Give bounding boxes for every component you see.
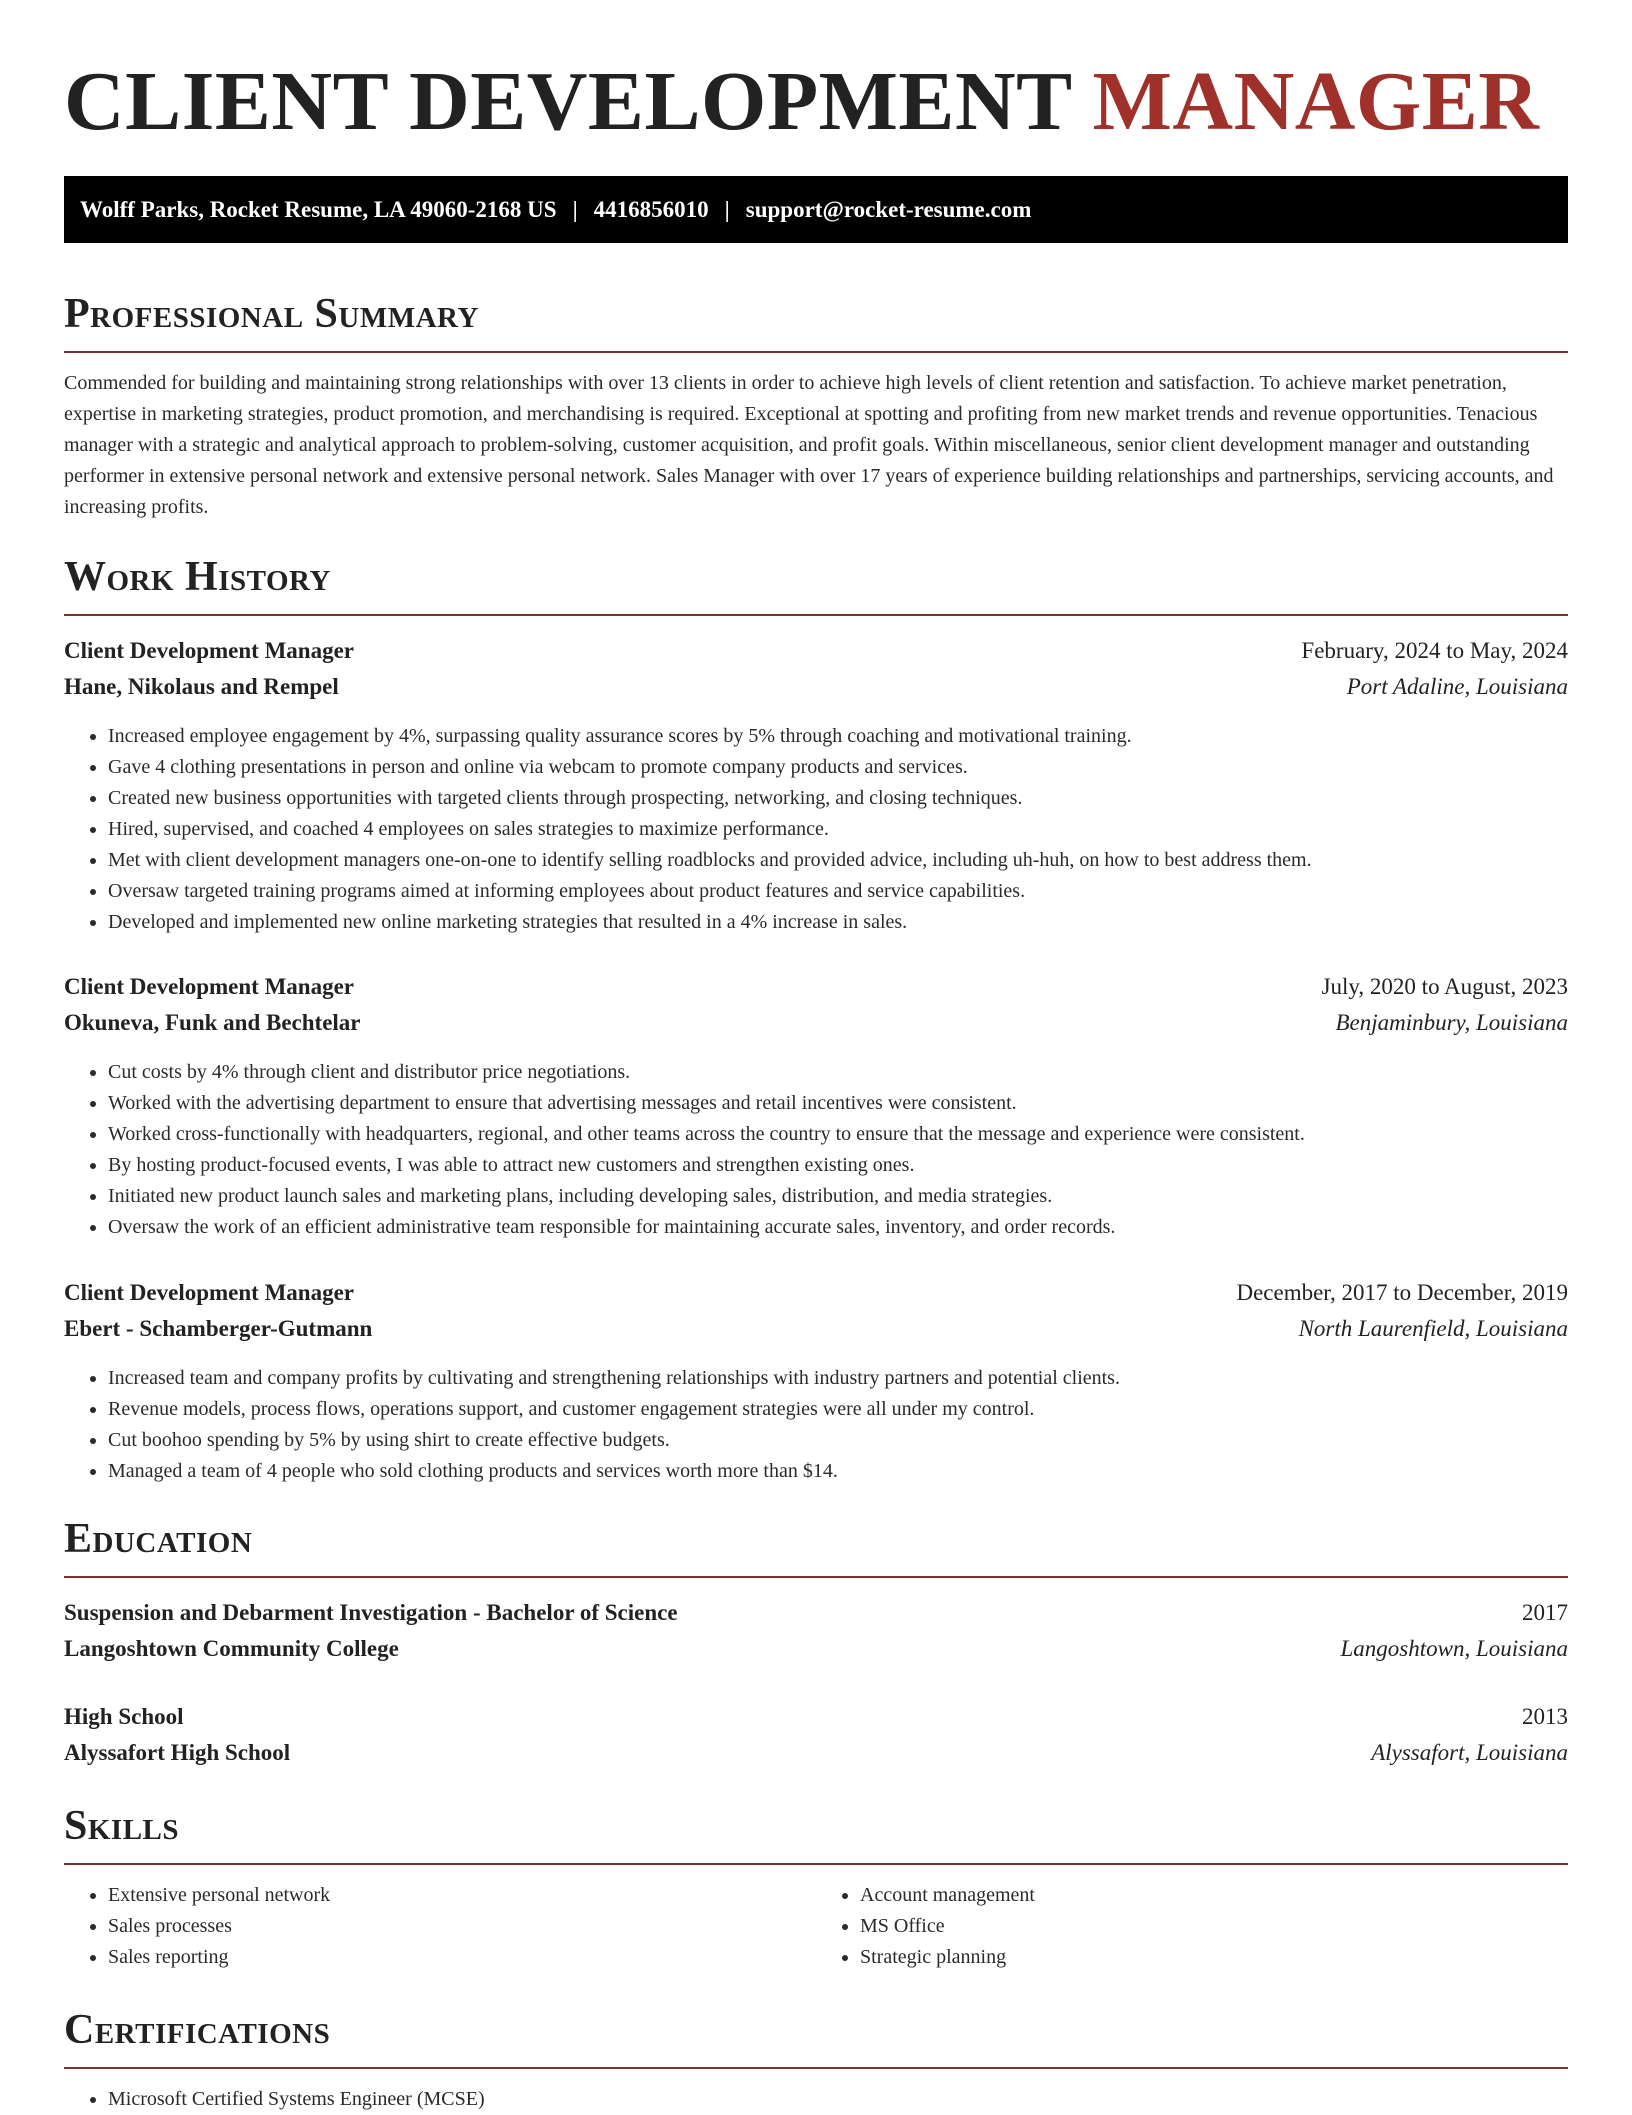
resume-title [64,52,1539,152]
education-degree-row [64,1702,1568,1732]
job-dates: July, 2020 to August, 2023 [1321,974,1568,999]
list-item: • Sales reporting [108,1942,816,1973]
job-company-row [64,1314,1568,1344]
list-item: • Initiated new product launch sales and marketing plans, including developing sales, distribution, and media strategies. [108,1181,1612,1212]
education-location: Langoshtown, Louisiana [1340,1636,1568,1661]
job-dates: February, 2024 to May, 2024 [1301,638,1568,663]
job-company: Ebert - Schamberger-Gutmann [64,1316,373,1341]
list-item: • Oversaw targeted training programs aimed at informing employees about product features and service capabilities. [108,876,1612,907]
certifications-list [64,2084,1612,2115]
education-degree-row [64,1598,1568,1628]
job-company: Hane, Nikolaus and Rempel [64,674,339,699]
education-degree: High School [64,1704,184,1729]
summary-text: Commended for building and maintaining strong relationships with over 13 clients in order to achieve high levels of client retention and satisfaction. To achieve market penetration, expertise in marketing strategies, product promotion, and merchandising is required. Exceptional at spotting and profiting from new market trends and revenue opportunities. Tenacious manager with a strategic and analytical approach to problem-solving, customer acquisition, and profit goals. Within miscellaneous, senior client development manager and outstanding performer in extensive personal network and extensive personal network. Sales Manager with over 17 years of experience building relationships and partnerships, servicing accounts, and increasing profits. [64,372,1554,518]
list-item: • Developed and implemented new online marketing strategies that resulted in a 4% increase in sales. [108,907,1612,938]
title-main: CLIENT DEVELOPMENT [64,55,1093,148]
section-title-work-history: Work History [64,554,331,600]
list-item: • Account management [860,1880,1568,1911]
job-title: Client Development Manager [64,974,354,999]
list-item: • Extensive personal network [108,1880,816,1911]
job-bullets [64,1057,1612,1243]
job-company: Okuneva, Funk and Bechtelar [64,1010,361,1035]
section-divider [64,351,1568,353]
education-school-row [64,1634,1568,1664]
education-year: 2017 [1522,1600,1568,1625]
contact-bar [64,176,1568,243]
list-item: • Created new business opportunities with targeted clients through prospecting, networking, and closing techniques. [108,783,1612,814]
job-title-row [64,972,1568,1002]
job-location: Benjaminbury, Louisiana [1335,1010,1568,1035]
contact-email: support@rocket-resume.com [745,196,1032,222]
list-item: • Worked with the advertising department to ensure that advertising messages and retail incentives were consistent. [108,1088,1612,1119]
job-dates: December, 2017 to December, 2019 [1236,1280,1568,1305]
skills-list-left [64,1880,816,1973]
list-item: • Worked cross-functionally with headquarters, regional, and other teams across the country to ensure that the message and experience were consistent. [108,1119,1612,1150]
section-divider [64,2067,1568,2069]
job-company-row [64,1008,1568,1038]
section-title-skills: Skills [64,1803,180,1849]
section-divider [64,1576,1568,1578]
list-item: • Oversaw the work of an efficient administrative team responsible for maintaining accurate sales, inventory, and order records. [108,1212,1612,1243]
job-bullets [64,1363,1612,1487]
skills-list-right [816,1880,1568,1973]
job-title: Client Development Manager [64,638,354,663]
section-divider [64,614,1568,616]
education-year: 2013 [1522,1704,1568,1729]
list-item: • Increased team and company profits by cultivating and strengthening relationships with industry partners and potential clients. [108,1363,1612,1394]
job-bullets [64,721,1612,938]
list-item: • Increased employee engagement by 4%, surpassing quality assurance scores by 5% through coaching and motivational training. [108,721,1612,752]
list-item: • MS Office [860,1911,1568,1942]
list-item: • Sales processes [108,1911,816,1942]
job-company-row [64,672,1568,702]
education-school: Alyssafort High School [64,1740,291,1765]
education-location: Alyssafort, Louisiana [1371,1740,1568,1765]
list-item: • Microsoft Certified Systems Engineer (MCSE) [108,2084,1612,2115]
list-item: • Met with client development managers one-on-one to identify selling roadblocks and provided advice, including uh-huh, on how to best address them. [108,845,1612,876]
job-title-row [64,1278,1568,1308]
job-location: Port Adaline, Louisiana [1346,674,1568,699]
list-item: • Managed a team of 4 people who sold clothing products and services worth more than $14. [108,1456,1612,1487]
education-degree: Suspension and Debarment Investigation - Bachelor of Science [64,1600,678,1625]
section-title-education: Education [64,1516,253,1562]
job-location: North Laurenfield, Louisiana [1298,1316,1568,1341]
section-title-summary: Professional Summary [64,291,479,337]
list-item: • Hired, supervised, and coached 4 employees on sales strategies to maximize performance. [108,814,1612,845]
education-school: Langoshtown Community College [64,1636,399,1661]
list-item: • Revenue models, process flows, operations support, and customer engagement strategies were all under my control. [108,1394,1612,1425]
contact-phone: 4416856010 [593,196,709,222]
list-item: • Gave 4 clothing presentations in person and online via webcam to promote company products and services. [108,752,1612,783]
title-accent: MANAGER [1092,55,1540,148]
job-title-row [64,636,1568,666]
contact-separator: | [724,196,730,222]
list-item: • Cut costs by 4% through client and distributor price negotiations. [108,1057,1612,1088]
contact-address: Wolff Parks, Rocket Resume, LA 49060-2168 US [80,196,557,222]
list-item: • By hosting product-focused events, I was able to attract new customers and strengthen existing ones. [108,1150,1612,1181]
education-school-row [64,1738,1568,1768]
skills-grid [64,1880,1568,1973]
section-title-certifications: Certifications [64,2007,331,2053]
list-item: • Cut boohoo spending by 5% by using shirt to create effective budgets. [108,1425,1612,1456]
section-divider [64,1863,1568,1865]
list-item: • Strategic planning [860,1942,1568,1973]
job-title: Client Development Manager [64,1280,354,1305]
contact-separator: | [572,196,578,222]
